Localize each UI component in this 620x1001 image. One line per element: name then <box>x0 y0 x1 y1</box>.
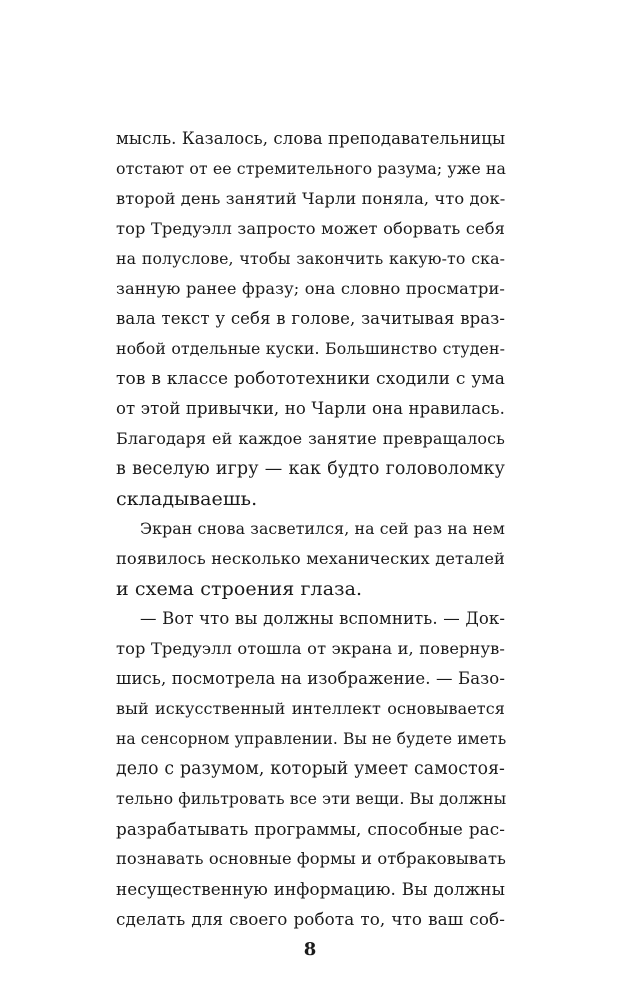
text-line: складываешь. <box>116 488 258 510</box>
text-line: занную ранее фразу; она словно просматри- <box>116 279 505 298</box>
text-line: сделать для своего робота то, что ваш соб- <box>116 909 505 929</box>
text-line: несущественную информацию. Вы должны <box>116 879 505 899</box>
page-number: 8 <box>303 939 317 960</box>
text-line: шись, посмотрела на изображение. — Базо- <box>116 669 505 688</box>
text-line: тельно фильтровать все эти вещи. Вы должны <box>116 789 507 808</box>
text-line: тор Тредуэлл запросто может оборвать себя <box>116 219 505 238</box>
text-line: Благодаря ей каждое занятие превращалось <box>116 429 505 448</box>
text-line: в веселую игру — как будто головоломку <box>116 459 505 479</box>
text-line: вый искусственный интеллект основывается <box>116 699 505 718</box>
text-line: вала текст у себя в голове, зачитывая враз- <box>116 309 505 328</box>
text-line: на полуслове, чтобы закончить какую-то ска- <box>116 249 505 268</box>
text-line: нобой отдельные куски. Большинство студен- <box>116 339 505 358</box>
text-line: появилось несколько механических деталей <box>116 549 505 568</box>
text-line: разрабатывать программы, способные рас- <box>116 819 505 839</box>
text-line: тор Тредуэлл отошла от экрана и, повернув- <box>116 639 505 658</box>
text-line: на сенсорном управлении. Вы не будете иметь <box>116 730 507 748</box>
text-line: от этой привычки, но Чарли она нравилась. <box>116 399 505 418</box>
text-line: тов в классе робототехники сходили с ума <box>116 369 505 389</box>
text-line: и схема строения глаза. <box>116 578 363 600</box>
text-line: Экран снова засветился, на сей раз на нем <box>140 519 505 538</box>
text-line: отстают от ее стремительного разума; уже на <box>116 159 506 178</box>
text-line: мысль. Казалось, слова преподавательницы <box>116 129 506 148</box>
text-line: дело с разумом, который умеет самостоя- <box>116 759 505 779</box>
text-line: — Вот что вы должны вспомнить. — Док- <box>140 609 505 628</box>
text-line: второй день занятий Чарли поняла, что док- <box>116 189 506 208</box>
text-line: познавать основные формы и отбраковывать <box>116 849 507 868</box>
